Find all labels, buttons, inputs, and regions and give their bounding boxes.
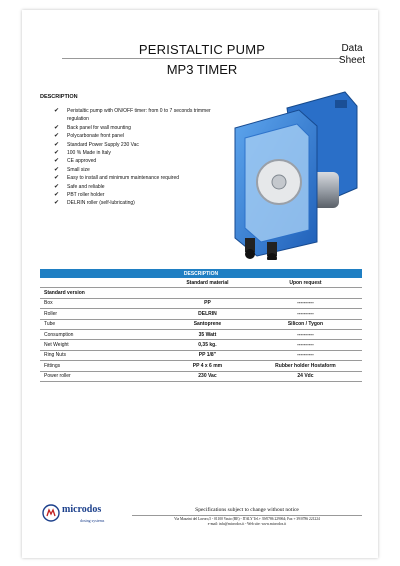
table-row [40,309,362,319]
col-standard-header: Standard material [166,278,249,288]
check-icon: ✔ [54,158,60,165]
logo-emblem-icon [42,504,60,522]
pump-product-image [217,70,367,260]
feature-item [54,166,219,174]
logo-name: microdos [62,504,102,515]
check-icon: ✔ [54,124,60,131]
check-icon: ✔ [54,150,60,157]
check-icon: ✔ [54,166,60,173]
check-icon: ✔ [54,200,60,207]
check-icon: ✔ [54,192,60,199]
table-row [40,371,362,381]
row-label: Ring Nuts [40,350,166,360]
check-icon: ✔ [54,183,60,190]
specifications-note: Specifications subject to change without notice [195,507,299,513]
logo-tagline: dosing systems [80,518,105,523]
row-standard: 230 Vac [166,371,249,381]
table-row [40,340,362,350]
row-label: Net Weight [40,340,166,350]
section-row [40,288,362,298]
check-icon: ✔ [54,108,60,114]
data-sheet-line2: Sheet [338,55,366,66]
microdos-logo [42,504,132,530]
check-icon: ✔ [54,133,60,140]
spec-table-header-row [40,278,362,288]
feature-text: CE approved [67,158,97,165]
table-row [40,298,362,308]
feature-text: PBT roller holder [67,192,105,199]
feature-text: Standard Power Supply 230 Vac [67,141,139,148]
row-standard: PP 4 x 6 mm [166,361,249,371]
row-request: Rubber holder Hostaform [249,361,362,371]
row-request: ---------- [249,309,362,319]
table-row [40,350,362,360]
row-label: Roller [40,309,166,319]
address-line: Via Mazzini del Lavoro,5 - 01100 Vasto (RE) - ITALY Tel.+ 39/0786 229064; Fax + 39/0786 221224 [174,517,320,521]
row-request: ---------- [249,340,362,350]
document-title: PERISTALTIC PUMP [138,42,266,57]
row-request: 24 Vdc [249,371,362,381]
row-standard: DELRIN [166,309,249,319]
row-request: Silicon / Tygon [249,319,362,329]
document-page [22,10,378,558]
feature-text: 100 % Made in Italy [67,150,111,157]
table-row [40,319,362,329]
section-label: Standard version [40,288,362,298]
row-request: ---------- [249,350,362,360]
row-standard: 35 Watt [166,329,249,339]
feature-text: Back panel for wall mounting [67,124,131,131]
feature-item [54,199,219,207]
col-request-header: Upon request [249,278,362,288]
feature-text: Polycarbonate front panel [67,133,124,140]
title-divider [62,58,342,59]
feature-text: DELRIN roller (self-lubricating) [67,200,135,207]
spec-table [40,269,362,382]
feature-item [54,183,219,191]
document-subtitle: MP3 TIMER [166,62,238,77]
feature-list [54,107,219,208]
feature-text: Safe and reliable [67,183,105,190]
row-request: ---------- [249,329,362,339]
company-address [132,517,362,526]
footer-divider [132,515,362,516]
check-icon: ✔ [54,141,60,148]
contact-line: e-mail: info@microdos.it - Web site: www.microdos.it [207,521,287,526]
row-standard: PP [166,298,249,308]
feature-item [54,157,219,165]
feature-item [54,149,219,157]
feature-item [54,124,219,132]
feature-text: Easy to install and minimum maintenance required [67,175,179,182]
header-blank-cell [40,278,166,288]
description-heading: DESCRIPTION [40,94,78,100]
row-request: ---------- [249,298,362,308]
feature-item [54,174,219,182]
row-label: Box [40,298,166,308]
row-standard: Santoprene [166,319,249,329]
feature-item [54,141,219,149]
row-standard: PP 1/8" [166,350,249,360]
feature-item [54,191,219,199]
spec-table-heading: DESCRIPTION [40,269,362,278]
feature-item [54,107,219,124]
spec-table-title-row [40,269,362,278]
feature-item [54,132,219,140]
feature-text: Peristaltic pump with ON/OFF timer: from 0 to 7 seconds trimmer regulation [67,108,211,123]
row-label: Tube [40,319,166,329]
data-sheet-label [322,43,382,67]
table-row [40,329,362,339]
check-icon: ✔ [54,175,60,182]
row-label: Consumption [40,329,166,339]
data-sheet-line1: Data [341,43,363,54]
row-label: Power roller [40,371,166,381]
row-label: Fittings [40,361,166,371]
row-standard: 0,35 kg. [166,340,249,350]
table-row [40,361,362,371]
feature-text: Small size [67,166,90,173]
